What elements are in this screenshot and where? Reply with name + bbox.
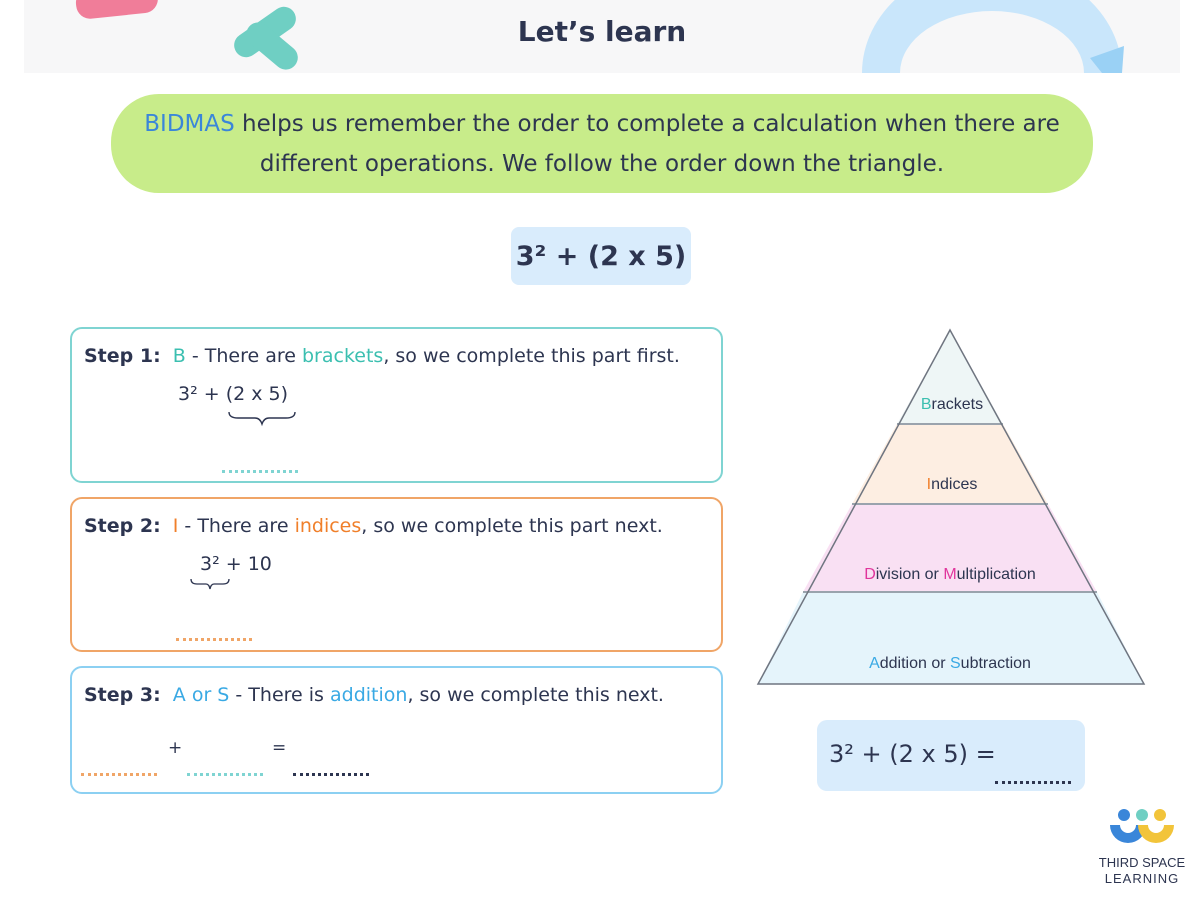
step-3-instruction [84, 684, 664, 706]
step-1-text-a: - There are [185, 345, 302, 367]
tier-label-indices: Indices [926, 476, 978, 493]
logo-text-line-1: THIRD SPACE [1098, 855, 1186, 870]
final-answer-box [817, 720, 1085, 791]
intro-box [111, 94, 1093, 193]
step-2-brace [189, 577, 233, 593]
step-2-text-a: - There are [178, 515, 295, 537]
step-3-blank-indices [81, 773, 157, 776]
step-1-text-b: , so we complete this part first. [383, 345, 680, 367]
intro-body: helps us remember the order to complete a calculation when there are different operations. We follow the order down the triangle. [234, 110, 1060, 177]
step-2-text-b: , so we complete this part next. [361, 515, 663, 537]
bidmas-pyramid [756, 328, 1146, 688]
step-3-label: Step 3: [84, 684, 161, 706]
expression-box: 3² + (2 x 5) [511, 227, 691, 285]
step-2-label: Step 2: [84, 515, 161, 537]
step-2-work: 3² + 10 [200, 553, 272, 575]
final-answer-expression: 3² + (2 x 5) = [829, 740, 996, 768]
step-2-letter: I [172, 515, 179, 537]
step-1-answer-blank [222, 470, 298, 473]
bidmas-keyword: BIDMAS [144, 110, 235, 137]
step-2-instruction [84, 515, 663, 537]
step-1-box [70, 327, 723, 483]
step-3-letter: A or S [172, 684, 230, 706]
step-1-letter: B [172, 345, 186, 367]
step-2-box [70, 497, 723, 652]
step-3-blank-result [293, 773, 369, 776]
step-1-label: Step 1: [84, 345, 161, 367]
final-answer-blank [995, 781, 1071, 784]
step-1-keyword: brackets [302, 345, 384, 367]
logo-mark-icon [1106, 805, 1178, 851]
step-1-instruction [84, 345, 680, 367]
step-1-work: 3² + (2 x 5) [178, 383, 289, 405]
header-banner [24, 0, 1180, 73]
tier-label-division-multiplication: Division or Multiplication [864, 566, 1036, 583]
intro-text [137, 104, 1067, 184]
step-1-brace [226, 409, 298, 429]
page-title: Let’s learn [517, 15, 687, 48]
tier-label-brackets: Brackets [920, 396, 984, 413]
step-3-text-a: - There is [229, 684, 330, 706]
third-space-learning-logo [1088, 805, 1196, 890]
logo-text-line-2: LEARNING [1104, 871, 1180, 886]
step-3-plus: + [168, 738, 183, 758]
step-2-keyword: indices [294, 515, 362, 537]
step-3-box [70, 666, 723, 794]
step-3-blank-brackets [187, 773, 263, 776]
step-3-keyword: addition [329, 684, 408, 706]
tier-label-addition-subtraction: Addition or Subtraction [869, 655, 1031, 672]
step-3-text-b: , so we complete this next. [407, 684, 664, 706]
step-3-equals: = [272, 738, 287, 758]
step-2-answer-blank [176, 638, 252, 641]
